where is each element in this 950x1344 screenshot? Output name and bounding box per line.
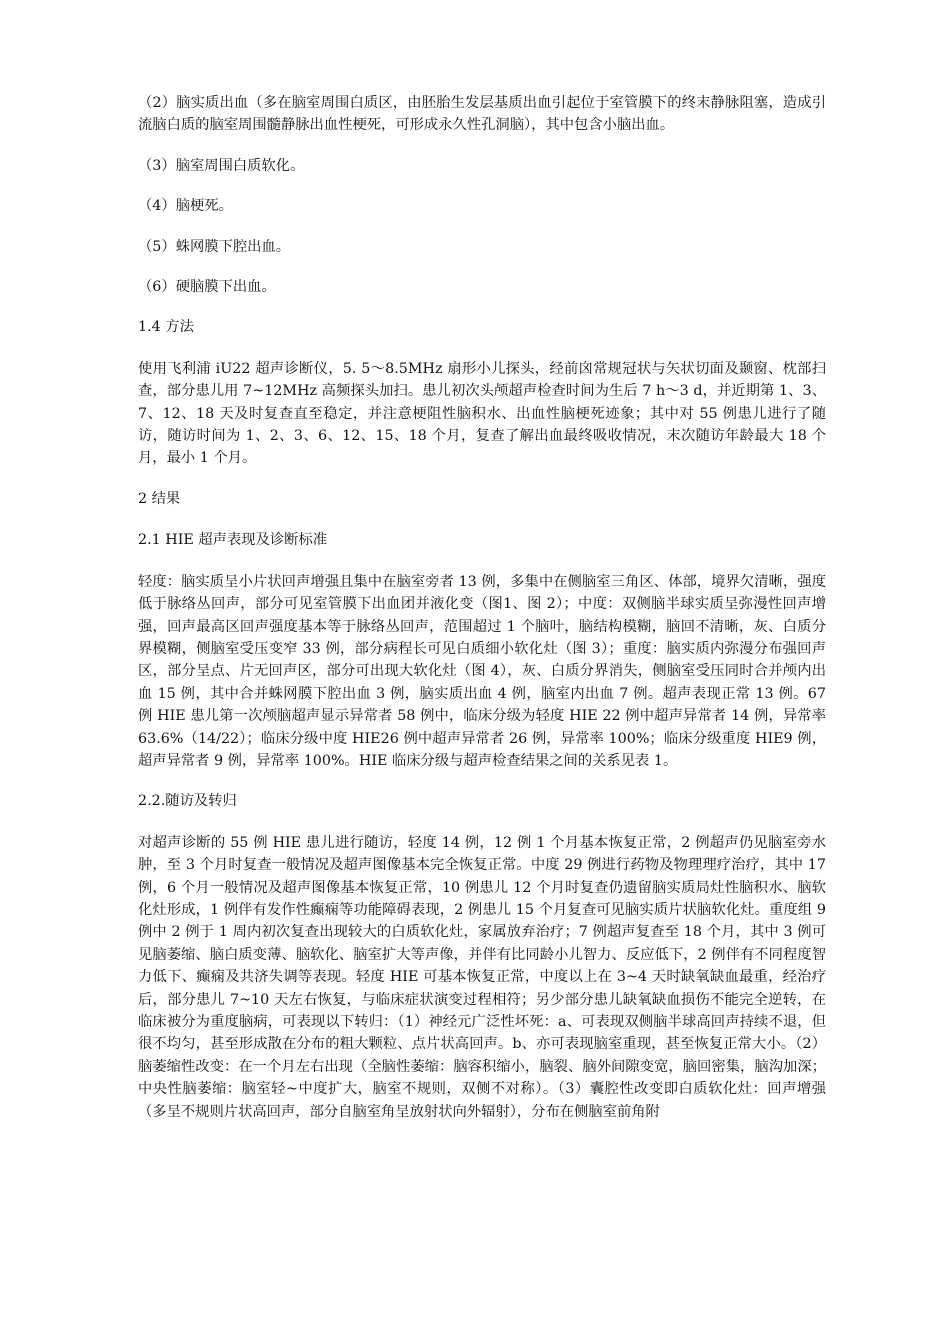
- paragraph-subarachnoid-hemorrhage: （5）蛛网膜下腔出血。: [138, 238, 291, 255]
- section-heading-methods: 1.4 方法: [138, 319, 194, 336]
- paragraph-cerebral-parenchymal-hemorrhage: （2）脑实质出血（多在脑室周围白质区，由胚胎生发层基质出血引起位于室管膜下的终末静脉阻塞，造成引流脑白质的脑室周围髓静脉出血性梗死，可形成永久性孔洞脑），其中包含小脑出血。: [138, 95, 826, 134]
- document-page: [138, 92, 826, 1141]
- paragraph-methods: 使用飞利浦 iU22 超声诊断仪，5. 5～8.5MHz 扇形小儿探头，经前囟常规冠状与矢状切面及颞窗、枕部扫查，部分患儿用 7~12MHz 高频探头加扫。患儿初次头颅超声检查时间为生后 7 h～3 d，并近期第 1、3、7、12、18 天及时复查直至稳定，并注意梗阻性脑积水、出血性脑梗死迹象；其中对 55 例患儿进行了随访，随访时间为 1、2、3、6、12、15、18 个月，复查了解出血最终吸收情况，末次随访年龄最大 18 个月，最小 1 个月。: [138, 360, 826, 467]
- paragraph-follow-up: 对超声诊断的 55 例 HIE 患儿进行随访，轻度 14 例，12 例 1 个月基本恢复正常，2 例超声仍见脑室旁水肿，至 3 个月时复查一般情况及超声图像基本完全恢复正常。中度 29 例进行药物及物理理疗治疗，其中 17 例，6 个月一般情况及超声图像基本恢复正常，10 例患儿 12 个月时复查仍遗留脑实质局灶性脑积水、脑软化灶形成，1 例伴有发作性癫痫等功能障碍表现，2 例患儿 15 个月复查可见脑实质片状脑软化灶。重度组 9 例中 2 例于 1 周内初次复查出现较大的白质软化灶，家属放弃治疗；7 例超声复查至 18 个月，其中 3 例可见脑萎缩、脑白质变薄、脑软化、脑室扩大等声像，并伴有比同龄小儿智力、反应低下，2 例伴有不同程度智力低下、癫痫及共济失调等表现。轻度 HIE 可基本恢复正常，中度以上在 3~4 天时缺氧缺血最重，经治疗后，部分患儿 7~10 天左右恢复，与临床症状演变过程相符；另少部分患儿缺氧缺血损伤不能完全逆转，在临床被分为重度脑病，可表现以下转归：（1）神经元广泛性坏死：a、可表现双侧脑半球高回声持续不退，但很不均匀，甚至形成散在分布的粗大颗粒、点片状高回声。b、亦可表现脑室重现，甚至恢复正常大小。（2）脑萎缩性改变：在一个月左右出现（全脑性萎缩：脑容积缩小，脑裂、脑外间隙变宽，脑回密集，脑沟加深；中央性脑萎缩：脑室轻~中度扩大，脑室不规则，双侧不对称）。（3）囊腔性改变即白质软化灶：回声增强（多呈不规则片状高回声，部分自脑室角呈放射状向外辐射），分布在侧脑室前角附: [138, 834, 826, 1120]
- paragraph-hie-ultrasound-findings: 轻度：脑实质呈小片状回声增强且集中在脑室旁者 13 例，多集中在侧脑室三角区、体部，境界欠清晰，强度低于脉络丛回声，部分可见室管膜下出血团并液化变（图1、图 2）；中度：双侧脑半球实质呈弥漫性回声增强，回声最高区回声强度基本等于脉络丛回声，范围超过 1 个脑叶，脑结构模糊，脑回不清晰，灰、白质分界模糊，侧脑室受压变窄 33 例，部分病程长可见白质细小软化灶（图 3）；重度：脑实质内弥漫分布强回声区，部分呈点、片无回声区，部分可出现大软化灶（图 4），灰、白质分界消失，侧脑室受压同时合并颅内出血 15 例，其中合并蛛网膜下腔出血 3 例，脑实质出血 4 例，脑室内出血 7 例。超声表现正常 13 例。67 例 HIE 患儿第一次颅脑超声显示异常者 58 例中，临床分级为轻度 HIE 22 例中超声异常者 14 例，异常率 63.6%（14/22）；临床分级中度 HIE26 例中超声异常者 26 例，异常率 100%；临床分级重度 HIE9 例，超声异常者 9 例，异常率 100%。HIE 临床分级与超声检查结果之间的关系见表 1。: [138, 573, 826, 769]
- paragraph-cerebral-infarction: （4）脑梗死。: [138, 198, 233, 215]
- paragraph-subdural-hemorrhage: （6）硬脑膜下出血。: [138, 279, 276, 296]
- section-heading-results: 2 结果: [138, 490, 181, 507]
- paragraph-periventricular-leukomalacia: （3）脑室周围白质软化。: [138, 157, 305, 174]
- section-heading-hie-ultrasound: 2.1 HIE 超声表现及诊断标准: [138, 532, 328, 549]
- section-heading-follow-up: 2.2.随访及转归: [138, 793, 237, 810]
